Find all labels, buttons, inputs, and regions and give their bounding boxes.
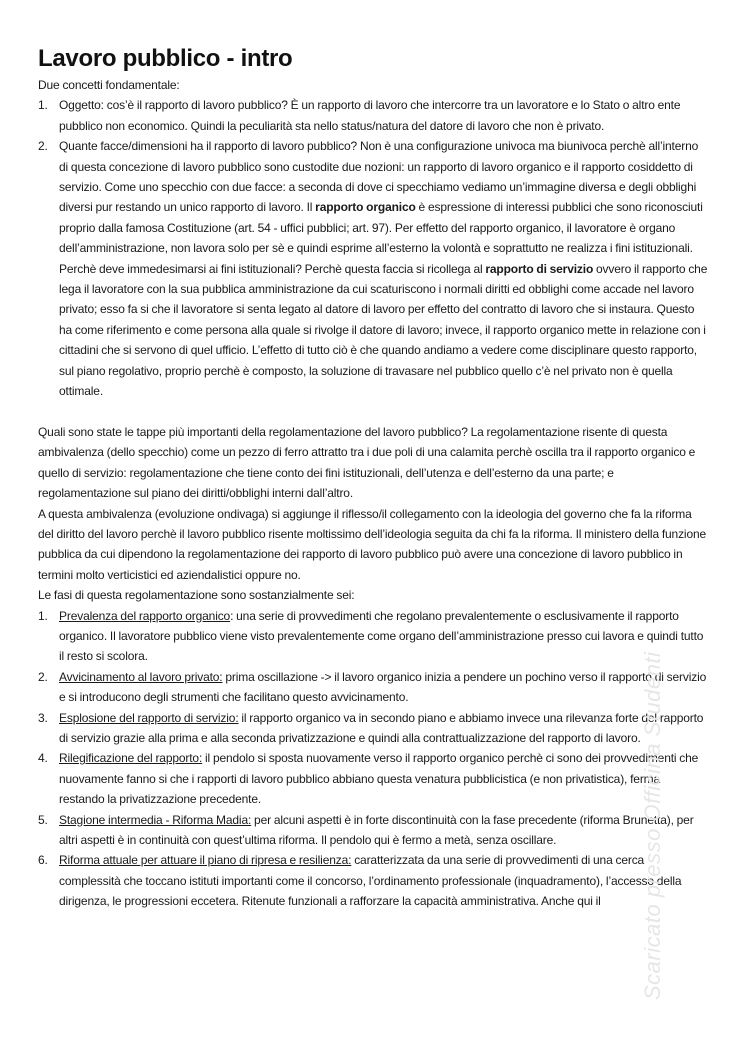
list-number: 1.	[38, 608, 48, 623]
list-item	[38, 667, 708, 708]
list-text: il rapporto organico va in secondo piano e abbiamo invece una rilevanza forte del rapporto di servizio grazie alla prima e alla seconda privatizzazione e quindi alla contrattualizzazione del rapporto di lavoro.	[59, 710, 704, 745]
phase-heading: Stagione intermedia - Riforma Madia:	[59, 812, 252, 827]
bold-term: rapporto di servizio	[485, 261, 594, 276]
list-text: è espressione di interessi pubblici che sono riconosciuti proprio dalla famosa Costituzione (art. 54 - uffici pubblici; art. 97). Per effetto del rapporto organico, il lavoratore è organo dell’amministrazione, non lavora solo per sè e quindi esprime all’esterno la volontà e soprattutto ne realizza i fini istituzionali. Perchè deve immedesimarsi ai fini istituzionali? Perchè questa faccia si ricollega al	[59, 200, 703, 276]
list-item	[38, 136, 708, 401]
list-number: 2.	[38, 669, 48, 684]
phases-list	[38, 606, 708, 912]
bold-term: rapporto organico	[315, 200, 416, 215]
list-number: 6.	[38, 853, 48, 868]
paragraph-fasi: Le fasi di questa regolamentazione sono sostanzialmente sei:	[38, 588, 355, 603]
list-number: 4.	[38, 751, 48, 766]
list-text: il pendolo si sposta nuovamente verso il rapporto organico perchè ci sono dei provvedimenti che nuovamente fanno si che i rapporti di lavoro pubblico abbiano questa venatura pubblicistica (e non privatistica), ferma restando la privatizzazione precedente.	[59, 751, 699, 807]
list-number: 3.	[38, 710, 48, 725]
list-item	[38, 810, 708, 851]
watermark: Scaricato presso Officina Studenti	[640, 651, 665, 1000]
phase-heading: Esplosione del rapporto di servizio:	[59, 710, 239, 725]
list-text: per alcuni aspetti è in forte discontinuità con la fase precedente (riforma Brunetta), per altri aspetti è in continuità con quest’ultima riforma. Il pendolo qui è fermo a metà, senza oscillare.	[59, 812, 694, 848]
intro-text: Due concetti fondamentale:	[38, 78, 180, 92]
phase-heading: Rilegificazione del rapporto:	[59, 751, 203, 766]
page-title: Lavoro pubblico - intro	[38, 45, 293, 72]
list-text: prima oscillazione -> il lavoro organico inizia a pendere un pochino verso il rapporto di servizio e si introducono degli strumenti che facilitano questo avvicinamento.	[59, 669, 707, 705]
list-text: Oggetto: cos’è il rapporto di lavoro pubblico? È un rapporto di lavoro che intercorre tra un lavoratore e lo Stato o altro ente pubblico non economico. Quindi la peculiarità sta nello status/natura del datore di lavoro che non è privato.	[59, 98, 681, 133]
document-page	[38, 44, 708, 912]
list-text: : una serie di provvedimenti che regolano prevalentemente o esclusivamente il rapporto organico. Il lavoratore pubblico viene visto prevalentemente come organo dell’amministrazione presso cui lavora e quindi tutto il resto si scolora.	[59, 608, 704, 664]
list-number: 5.	[38, 812, 48, 827]
list-item	[38, 850, 708, 911]
concepts-list	[38, 95, 708, 401]
phase-heading: Avvicinamento al lavoro privato:	[59, 669, 223, 684]
list-number: 1.	[38, 98, 48, 113]
list-text: caratterizzata da una serie di provvedimenti di una cerca complessità che toccano istituti importanti come il concorso, l’ordinamento professionale (inquadramento), l’accesso della dirigenza, le progressioni eccetera. Ritenute funzionali a rafforzare la capacità amministrativa. Anche qui il	[59, 853, 682, 909]
list-item	[38, 708, 708, 749]
list-text: ovvero il rapporto che lega il lavoratore con la sua pubblica amministrazione da cui scaturiscono i normali diritti ed obblighi come accade nel lavoro privato; esso fa si che il lavoratore si senta legato al datore di lavoro per effetto del contratto di lavoro che si instaura. Questo ha come riferimento e come persona alla quale si rivolge il datore di lavoro; invece, il rapporto organico mette in relazione con i cittadini che si servono di quel ufficio. L’effetto di tutto ciò è che quando andiamo a vedere come disciplinare questo rapporto, sul piano regolativo, proprio perchè è composto, la soluzione di travasare nel pubblico quello c’è nel privato non è quella ottimale.	[59, 261, 708, 399]
list-item	[38, 95, 708, 136]
list-item	[38, 748, 708, 809]
list-number: 2.	[38, 139, 48, 154]
list-text: Quante facce/dimensioni ha il rapporto di lavoro pubblico? Non è una configurazione univoca ma biunivoca perchè all’interno di questa concezione di lavoro pubblico sono custodite due nozioni: un rapporto di lavoro organico e il rapporto cosiddetto di servizio. Come uno specchio con due facce: a seconda di dove ci specchiamo vediamo un’immagine diversa e degli obblighi diversi pur restando un unico rapporto di lavoro. Il	[59, 139, 699, 215]
list-item	[38, 606, 708, 667]
phase-heading: Prevalenza del rapporto organico	[59, 608, 231, 623]
paragraph-ambivalenza: A questa ambivalenza (evoluzione ondivaga) si aggiunge il riflesso/il collegamento con la ideologia del governo che fa la riforma del diritto del lavoro perchè il lavoro pubblico risente moltissimo dell’ideologia seguita da chi fa la riforma. Il ministero della funzione pubblica da cui dipendono la regolamentazione dei rapporto di lavoro pubblico può avere una concezione di lavoro pubblico in termini molto verticistici ed aziendalistici oppure no.	[38, 506, 707, 582]
phase-heading: Riforma attuale per attuare il piano di ripresa e resilienza:	[59, 853, 352, 868]
paragraph-tappe: Quali sono state le tappe più importanti della regolamentazione del lavoro pubblico? La regolamentazione risente di questa ambivalenza (dello specchio) come un pezzo di ferro attratto tra i due poli di una calamita perchè oscilla tra il rapporto organico e quello di servizio: regolamentazione che tiene conto dei fini istituzionali, dell’utenza e dell’esterno da una parte; e regolamentazione sul piano dei diritti/obblighi interni dall’altro.	[38, 424, 696, 501]
